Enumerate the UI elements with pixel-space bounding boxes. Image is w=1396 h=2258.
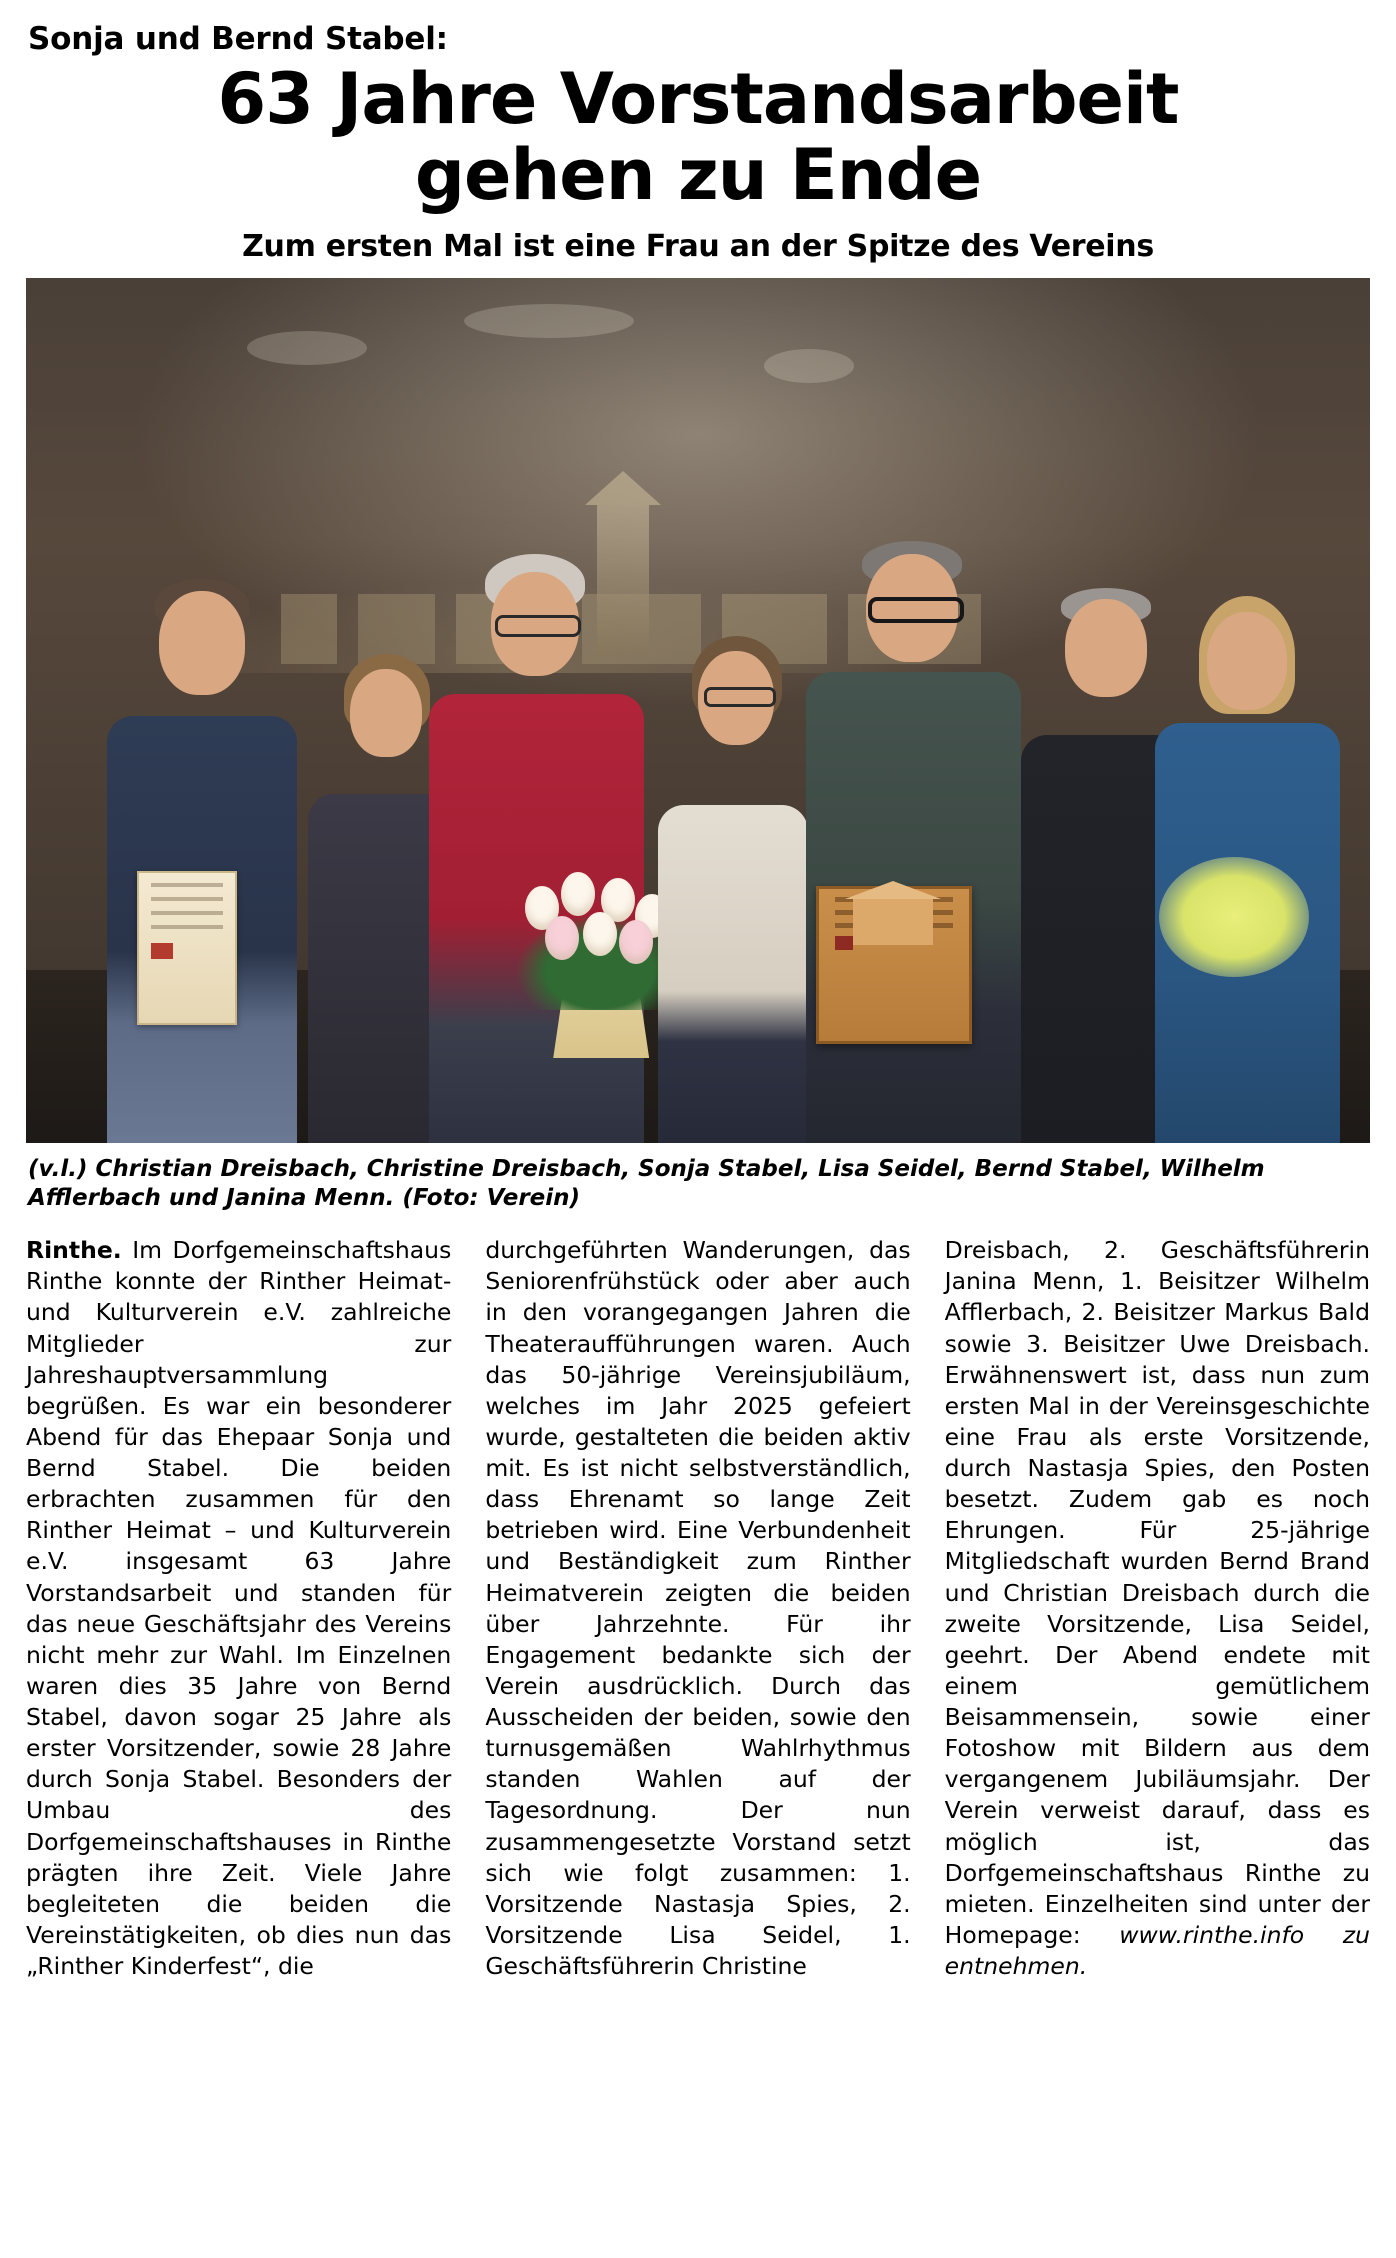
dateline: Rinthe.: [26, 1236, 122, 1265]
article-photo: [26, 278, 1370, 1143]
wooden-plaque-icon: [816, 886, 972, 1044]
glasses-icon: [495, 615, 581, 637]
article-columns: [26, 1235, 1370, 1982]
glasses-icon: [868, 597, 964, 623]
headline-line-2: gehen zu Ende: [414, 133, 982, 216]
column-3-text-part-2: zu entnehmen.: [944, 1920, 1370, 1981]
person-bernd-stabel: [806, 523, 1021, 1144]
homepage-link[interactable]: www.rinthe.info: [1119, 1920, 1305, 1949]
group-photo-people: [26, 469, 1370, 1144]
column-3-text-part-1: Dreisbach, 2. Geschäftsführerin Janina Menn, 1. Beisitzer Wilhelm Afflerbach, 2. Beisitzer Markus Bald sowie 3. Beisitzer Uwe Dreisbach. Erwähnenswert ist, dass nun zum ersten Mal in der Vereinsgeschichte eine Frau als erste Vorsitzende, durch Nastasja Spies, den Posten besetzt. Zudem gab es noch Ehrungen. Für 25-jährige Mitgliedschaft wurden Bernd Brand und Christian Dreisbach durch die zweite Vorsitzende, Lisa Seidel, geehrt. Der Abend endete mit einem gemütlichem Beisammensein, sowie einer Fotoshow mit Bildern aus dem vergangenem Jubiläumsjahr. Der Verein verweist darauf, dass es möglich ist, das Dorfgemeinschaftshaus Rinthe zu mieten. Einzelheiten sind unter der Homepage:: [944, 1236, 1370, 1949]
article-subheadline: Zum ersten Mal ist eine Frau an der Spitze des Vereins: [242, 229, 1154, 265]
article-column-1: [26, 1235, 451, 1982]
photo-caption: (v.l.) Christian Dreisbach, Christine Dreisbach, Sonja Stabel, Lisa Seidel, Bernd Stabel, Wilhelm Afflerbach und Janina Menn. (Foto: Verein): [28, 1156, 1265, 1212]
column-2-text: durchgeführten Wanderungen, das Seniorenfrühstück oder aber auch in den vorangegangen Jahren die Theateraufführungen waren. Auch das 50-jährige Vereinsjubiläum, welches im Jahr 2025 gefeiert wurde, gestalteten die beiden aktiv mit. Es ist nicht selbstverständlich, dass Ehrenamt so lange Zeit betrieben wird. Eine Verbundenheit und Beständigkeit zum Rinther Heimatverein zeigten die beiden über Jahrzehnte. Für ihr Engagement bedankte sich der Verein ausdrücklich. Durch das Ausscheiden der beiden, sowie den turnusgemäßen Wahlrhythmus standen Wahlen auf der Tagesordnung. Der nun zusammengesetzte Vorstand setzt sich wie folgt zusammen: 1. Vorsitzende Nastasja Spies, 2. Vorsitzende Lisa Seidel, 1. Geschäftsführerin Christine: [485, 1236, 911, 1981]
person-lisa-seidel: [658, 631, 808, 1144]
certificate-icon: [137, 871, 237, 1025]
gift-wrap-icon: [1159, 857, 1309, 977]
article-column-3: [945, 1235, 1370, 1982]
photo-background: [26, 278, 1370, 1143]
article-kicker: Sonja und Bernd Stabel:: [28, 21, 448, 57]
glasses-icon: [704, 687, 776, 707]
person-janina-menn: [1155, 590, 1340, 1143]
person-christian-dreisbach: [107, 550, 297, 1144]
headline-line-1: 63 Jahre Vorstandsarbeit: [217, 58, 1179, 141]
page-title: [26, 58, 1370, 216]
article-column-2: [485, 1235, 910, 1982]
person-christine-dreisbach: [429, 536, 644, 1143]
column-1-text: Im Dorfgemeinschaftshaus Rinthe konnte der Rinther Heimat- und Kulturverein e.V. zahlreiche Mitglieder zur Jahreshauptversammlung begrüßen. Es war ein besonderer Abend für das Ehepaar Sonja und Bernd Stabel. Die beiden erbrachten zusammen für den Rinther Heimat – und Kulturverein e.V. insgesamt 63 Jahre Vorstandsarbeit und standen für das neue Geschäftsjahr des Vereins nicht mehr zur Wahl. Im Einzelnen waren dies 35 Jahre von Bernd Stabel, davon sogar 25 Jahre als erster Vorsitzender, sowie 28 Jahre durch Sonja Stabel. Besonders der Umbau des Dorfgemeinschaftshauses in Rinthe prägten ihre Zeit. Viele Jahre begleiteten die beiden die Vereinstätigkeiten, ob dies nun das „Rinther Kinderfest“, die: [26, 1236, 452, 1981]
